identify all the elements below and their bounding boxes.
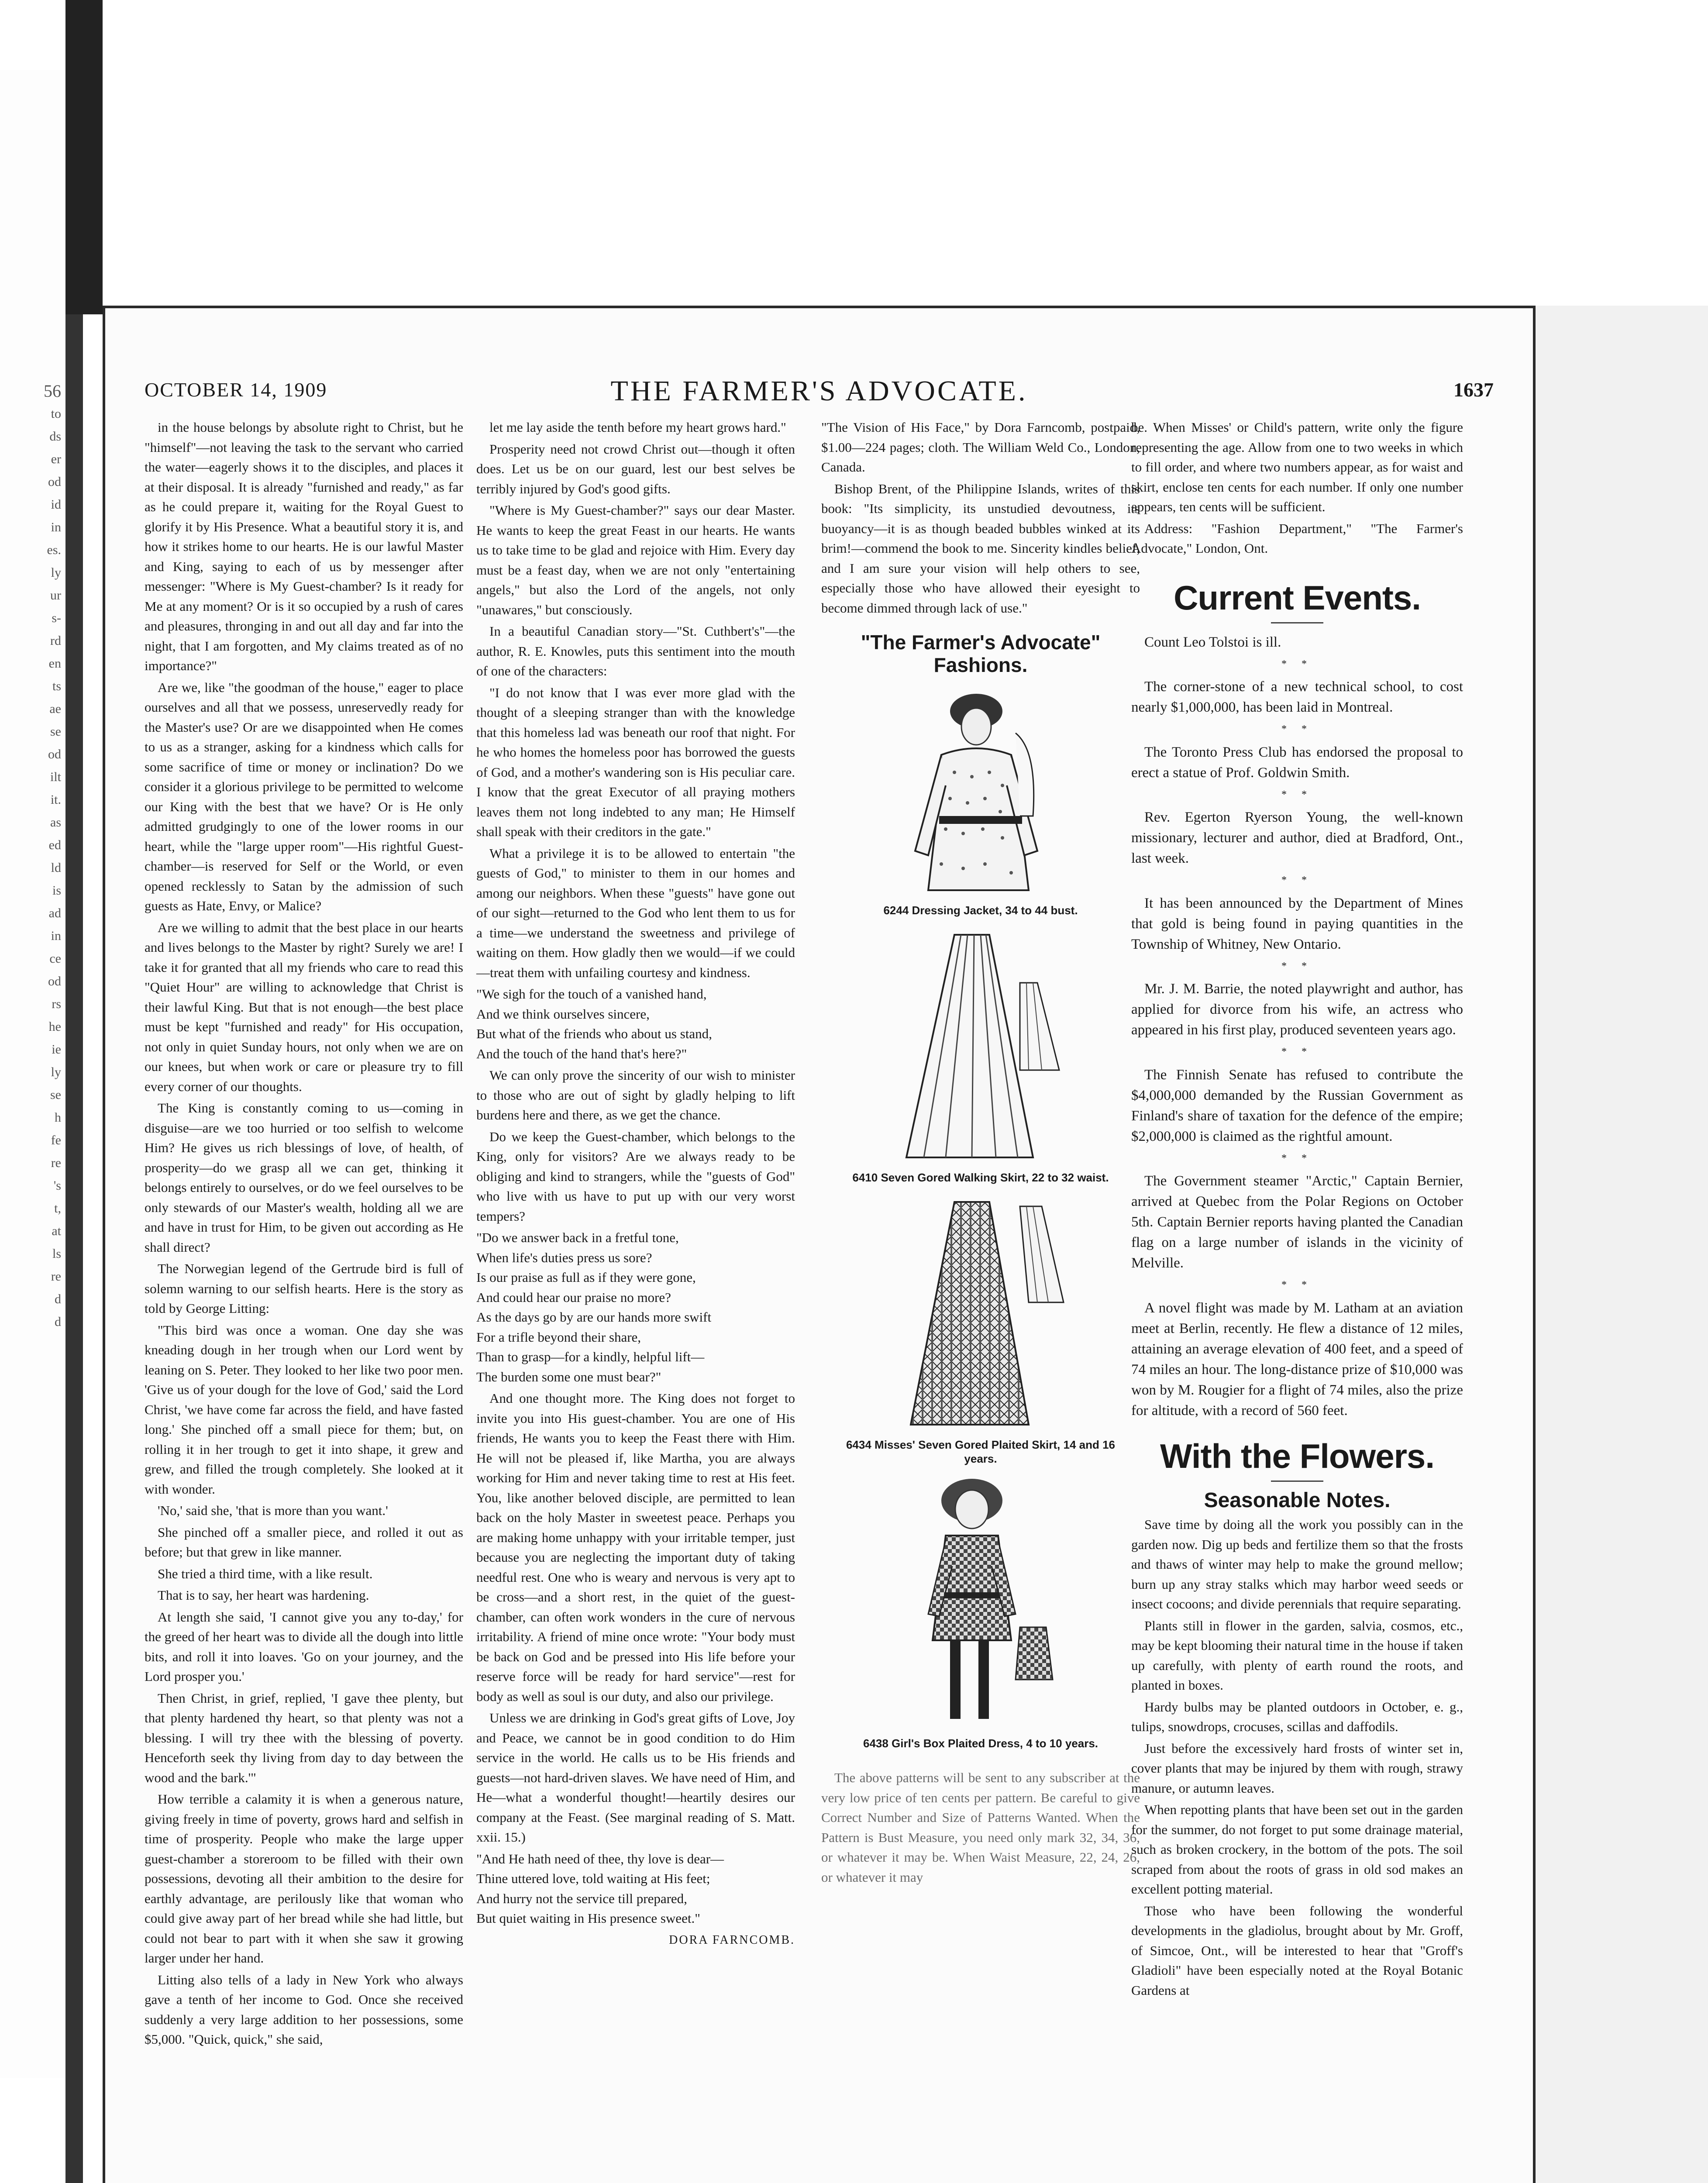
newspaper-page bbox=[103, 306, 1536, 2183]
news-item: Rev. Egerton Ryerson Young, the well-known missionary, lecturer and author, died at Bradford, Ont., last week. bbox=[1131, 809, 1463, 866]
star-separator: * * bbox=[1281, 1152, 1313, 1164]
garden-note: Save time by doing all the work you possibly can in the garden now. Dig up beds and fertilize them so that the frosts and thaws of winter may help to make the ground mellow; burn up any stray stalks which may harbor weed seeds or insect cocoons; and divide perennials that require separating. bbox=[1131, 1517, 1463, 1611]
previous-page-fragment: t, bbox=[54, 1201, 61, 1215]
page-edge-background bbox=[1530, 306, 1708, 2183]
seasonable-notes-heading: Seasonable Notes. bbox=[1204, 1488, 1391, 1512]
binding-shadow bbox=[65, 0, 103, 314]
previous-page-number: 56 bbox=[44, 381, 61, 401]
previous-page-fragment: se bbox=[50, 1088, 61, 1102]
article-paragraph: Are we, like "the goodman of the house," eager to place ourselves and all that we possess, unreservedly ready for the Master's use? Or are we disappointed when He comes to us as a stranger, asking for a kindness which calls for some sacrifice of time or money or inclination? Do we consider it a glorious privilege to be permitted to welcome our King with the best that we have? Or is He only admitted grudgingly to one of the lower rooms in our heart, while the "large upper room"—His rightful Guest-chamber—is reserved for Self or the World, or even opened recklessly to Satan by the admission of such guests as Hate, Envy, or Malice? bbox=[145, 679, 463, 913]
previous-page-fragment: at bbox=[52, 1224, 61, 1238]
article-paragraph: She pinched off a smaller piece, and rolled it out as before; but that grew in like manner. bbox=[145, 1524, 463, 1560]
previous-page-fragments bbox=[0, 403, 65, 1333]
previous-page-fragment: is bbox=[52, 883, 61, 898]
garden-note: Hardy bulbs may be planted outdoors in October, e. g., tulips, snowdrops, crocuses, scillas and daffodils. bbox=[1131, 1699, 1463, 1734]
previous-page-fragment: od bbox=[48, 747, 61, 761]
heading-rule bbox=[1271, 1481, 1323, 1482]
previous-page-fragment: as bbox=[50, 815, 61, 830]
column-news bbox=[1131, 417, 1463, 2002]
article-paragraph: 'No,' said she, 'that is more than you want.' bbox=[158, 1503, 388, 1518]
masthead-title: THE FARMER'S ADVOCATE. bbox=[610, 375, 1028, 407]
fashions-heading: "The Farmer's Advocate" Fashions. bbox=[861, 631, 1101, 676]
previous-page-fragment: ls bbox=[52, 1246, 61, 1261]
bishop-quote: Bishop Brent, of the Philippine Islands, writes of this book: "Its simplicity, its unstudied devoutness, its buoyancy—it is as though beaded bubbles winked at its brim!—commend the book to me. Sincerity kindles belief, and I am sure your vision will help others to see, especially those who have allowed their eyesight to become dimmed through lack of use." bbox=[821, 481, 1140, 616]
article-paragraph: What a privilege it is to be allowed to entertain "the guests of God," to minister to them in our homes and among our neighbors. When these "guests" have gone out of our sight—returned to the God who lent them to us for a time—we understand the sweetness and privilege of waiting on them. How gladly then we would—if we could—treat them with unfailing courtesy and kindness. bbox=[476, 845, 795, 980]
article-paragraph: Unless we are drinking in God's great gifts of Love, Joy and Peace, we cannot be in good condition to do Him service in the world. He calls us to be His friends and guests—not hard-driven slaves. We have need of Him, and He—what a wonderful thought!—heartily desires our company at the Feast. (See marginal reading of S. Matt. xxii. 15.) bbox=[476, 1710, 795, 1845]
previous-page-fragment: h bbox=[55, 1110, 61, 1125]
current-events-list bbox=[1131, 632, 1463, 1421]
previous-page-fragment: es. bbox=[47, 543, 61, 557]
star-separator: * * bbox=[1281, 1279, 1313, 1291]
garden-note: When repotting plants that have been set out in the garden for the summer, do not forget to put some drainage material, such as broken crockery, in the bottom of the pots. The soil scraped from about the roots of grass in old sod makes an excellent potting material. bbox=[1131, 1802, 1463, 1897]
article-paragraph: Are we willing to admit that the best place in our hearts and lives belongs to the Master by right? Surely we are! I take it for granted that all my friends who care to read this "Quiet Hour" are willing to acknowledge that Christ is their lawful King. But that is not enough—the best place must be kept "furnished and ready" for His occupation, not only in quiet Sunday hours, not only when we are on our knees, but when work or care or pleasure try to fill every corner of our thoughts. bbox=[145, 919, 463, 1094]
previous-page-fragment: ed bbox=[48, 838, 61, 852]
article-paragraph: let me lay aside the tenth before my heart grows hard." bbox=[489, 420, 786, 435]
walking-skirt-illustration bbox=[889, 926, 1072, 1171]
page-header bbox=[145, 375, 1494, 413]
news-item: Mr. J. M. Barrie, the noted playwright and author, has applied for divorce from his wife, an actress who appeared in his first play, produced seventeen years ago. bbox=[1131, 981, 1463, 1038]
news-item: The corner-stone of a new technical school, to cost nearly $1,000,000, has been laid in Montreal. bbox=[1131, 679, 1463, 715]
column-fashions bbox=[821, 417, 1140, 1889]
article-paragraph: Do we keep the Guest-chamber, which belongs to the King, only for visitors? Are we always ready to be obliging and kind to strangers, while the "guests of God" who live with us have to put up with our very worst tempers? bbox=[476, 1129, 795, 1224]
star-separator: * * bbox=[1281, 658, 1313, 670]
misses-skirt-illustration bbox=[889, 1193, 1072, 1438]
girls-dress-illustration bbox=[889, 1474, 1072, 1736]
article-paragraph: "Do we answer back in a fretful tone, When life's duties press us sore? Is our praise as full as if they were gone, And could hear our praise no more? As the days go by are our hands more swift For a trifle beyond their share, Than to grasp—for a kindly, helpful lift— The burden some one must bear?" bbox=[476, 1230, 712, 1384]
article-paragraph: Litting also tells of a lady in New York who always gave a tenth of her income to God. Once she received suddenly a very large addition to her possessions, some $5,000. "Quick, quick," she said, bbox=[145, 1972, 463, 2047]
pattern-instructions: be. When Misses' or Child's pattern, write only the figure representing the age. Allow from one to two weeks in which to fill order, and where two numbers appear, as for waist and skirt, enclose ten cents for each number. If only one number appears, ten cents will be sufficient. bbox=[1131, 420, 1463, 514]
previous-page-fragment: ly bbox=[51, 1065, 61, 1079]
previous-page-fragment: 's bbox=[53, 1178, 61, 1193]
article-paragraph: "I do not know that I was ever more glad with the thought of a sleeping stranger than with the knowledge that this homeless lad was beneath our roof that night. For he who homes the homeless poor has borrowed the guests of God, and a mother's wandering son is His peculiar care. I know that the great Executor of all praying mothers leaves them not long indebted to any man; He Himself shall speak with their creditors in the gate." bbox=[476, 685, 795, 839]
fashion-caption: 6410 Seven Gored Walking Skirt, 22 to 32 waist. bbox=[852, 1171, 1109, 1184]
column-quiet-hour-2 bbox=[476, 417, 795, 1952]
page-number: 1637 bbox=[1453, 379, 1494, 401]
previous-page-fragment: ds bbox=[49, 429, 61, 444]
book-notice: "The Vision of His Face," by Dora Farncomb, postpaid, $1.00—224 pages; cloth. The William Weld Co., London, Canada. bbox=[821, 420, 1140, 475]
news-item: A novel flight was made by M. Latham at an aviation meet at Berlin, recently. He flew a distance of 12 miles, attaining an average elevation of 400 feet, and a speed of 74 miles an hour. The long-distance prize of $10,000 was won by M. Rougier for a flight of 74 miles, also the prize for altitude, with a record of 560 feet. bbox=[1131, 1300, 1463, 1419]
star-separator: * * bbox=[1281, 960, 1313, 972]
previous-page-fragment: in bbox=[51, 929, 61, 943]
previous-page-fragment: od bbox=[48, 475, 61, 489]
garden-note: Those who have been following the wonderful developments in the gladiolus, brought about by Mr. Groff, of Simcoe, Ont., will be interested to hear that "Groff's Gladioli" have been especially noted at the Royal Botanic Gardens at bbox=[1131, 1903, 1463, 1998]
binding-gutter bbox=[65, 314, 83, 2183]
article-paragraph: "Where is My Guest-chamber?" says our dear Master. He wants to keep the great Feast in our hearts. He wants us to take time to be glad and rejoice with Him. Every day must be a feast day, when we are not only "entertaining angels," but also the Lord of the angels, not only "unawares," but consciously. bbox=[476, 503, 795, 617]
previous-page-fragment: ce bbox=[49, 951, 61, 966]
article-paragraph: "This bird was once a woman. One day she was kneading dough in her trough when our Lord went by leaning on S. Peter. They looked to her like two poor men. 'Give us of your dough for the love of God,' said the Lord Christ, 'we have come far across the field, and have fasted long.' She pinched off a small piece for them; but, on rolling it in her trough to get it into shape, it grew and grew, and filled the trough completely. She looked at it with wonder. bbox=[145, 1322, 463, 1497]
fashion-figure-girls-dress bbox=[841, 1474, 1120, 1750]
previous-page-fragment: d bbox=[55, 1315, 61, 1329]
previous-page-fragment: he bbox=[48, 1019, 61, 1034]
garden-note: Just before the excessively hard frosts of winter set in, cover plants that may be injured by them with rough, strawy manure, or autumn leaves. bbox=[1131, 1740, 1463, 1796]
star-separator: * * bbox=[1281, 723, 1313, 735]
article-paragraph: "And He hath need of thee, thy love is dear— Thine uttered love, told waiting at His feet; And hurry not the service till prepared, But quiet waiting in His presence sweet." bbox=[476, 1851, 724, 1926]
article-paragraph: In a beautiful Canadian story—"St. Cuthbert's"—the author, R. E. Knowles, puts this sentiment into the mouth of one of the characters: bbox=[476, 623, 795, 678]
news-item: Count Leo Tolstoi is ill. bbox=[1144, 634, 1281, 650]
fashion-figure-misses-skirt bbox=[841, 1193, 1120, 1466]
previous-page-fragment: en bbox=[48, 656, 61, 671]
previous-page-fragment: it. bbox=[50, 792, 61, 807]
previous-page-fragment: ilt bbox=[50, 770, 61, 784]
news-item: It has been announced by the Department of Mines that gold is being found in paying quantities in the Township of Whitney, New Ontario. bbox=[1131, 895, 1463, 952]
previous-page-fragment: re bbox=[51, 1156, 61, 1170]
heading-rule bbox=[1271, 622, 1323, 623]
news-item: The Government steamer "Arctic," Captain Bernier, arrived at Quebec from the Polar Regions on October 5th. Captain Bernier reports having planted the Canadian flag on a large number of islands in the vicinity of Melville. bbox=[1131, 1173, 1463, 1271]
fashion-caption: 6244 Dressing Jacket, 34 to 44 bust. bbox=[883, 904, 1078, 917]
article-paragraph: in the house belongs by absolute right to Christ, but he "himself"—not leaving the task to the servant who carried the water—eagerly shows it to the disciples, and places it at their disposal. It is already "furnished and ready," as far as he could prepare it, waiting for the Royal Guest to glorify it by His Presence. What a beautiful story it is, and how it strikes home to our hearts. He is our lawful Master and King, saying to each of us by messenger after messenger: "Where is My Guest-chamber? Is it ready for Me at any moment? Or is it so occupied by a rush of cares and pleasures, thronging in and out all day and far into the night, that I am forgotten, and My claims treated as of no importance?" bbox=[145, 420, 463, 673]
previous-page-margin bbox=[0, 70, 65, 2078]
previous-page-fragment: rs bbox=[52, 997, 61, 1011]
previous-page-fragment: in bbox=[51, 520, 61, 534]
previous-page-fragment: to bbox=[51, 406, 61, 421]
issue-date: OCTOBER 14, 1909 bbox=[145, 379, 327, 401]
column-quiet-hour-1 bbox=[145, 417, 463, 2051]
dressing-jacket-illustration bbox=[889, 685, 1072, 903]
previous-page-fragment: er bbox=[51, 452, 61, 466]
article-paragraph: At length she said, 'I cannot give you any to-day,' for the greed of her heart was to divide all the dough into little bits, and roll it into loaves. 'Go on your journey, and the Lord prosper you.' bbox=[145, 1609, 463, 1684]
previous-page-fragment: ae bbox=[49, 702, 61, 716]
previous-page-fragment: se bbox=[50, 724, 61, 739]
fashion-caption: 6434 Misses' Seven Gored Plaited Skirt, 14 and 16 years. bbox=[846, 1438, 1116, 1465]
news-item: The Toronto Press Club has endorsed the proposal to erect a statue of Prof. Goldwin Smith. bbox=[1131, 744, 1463, 781]
previous-page-fragment: s- bbox=[52, 611, 61, 625]
star-separator: * * bbox=[1281, 1046, 1313, 1057]
previous-page-fragment: ur bbox=[50, 588, 61, 603]
fashion-figure-dressing-jacket bbox=[841, 685, 1120, 917]
article-paragraph: The Norwegian legend of the Gertrude bird is full of solemn warning to our selfish hearts. Here is the story as told by George Litting: bbox=[145, 1261, 463, 1316]
article-paragraph: And one thought more. The King does not forget to invite you into His guest-chamber. You are one of His friends, He wants you to keep the Feast there with Him. He will not be pleased if, like Martha, you are always working for Him and never taking time to rest at His feet. You, like another beloved disciple, are permitted to lean back on the holy Master in sweetest peace. Perhaps you are making home unhappy with your irritable temper, just because you are neglecting the important duty of taking needful rest. One who is weary and nervous is very apt to be cross—and a short rest, in the quiet of the guest-chamber, can often work wonders in the cure of nervous irritability. A friend of mine once wrote: "Your body must be back on God and be pressed into His life before your reserve force will be ready for hard service"—rest for body as well as soul is our duty, and also our privilege. bbox=[476, 1391, 795, 1704]
previous-page-fragment: ts bbox=[52, 679, 61, 693]
previous-page-fragment: id bbox=[51, 497, 61, 512]
previous-page-fragment: ld bbox=[51, 861, 61, 875]
article-paragraph: Prosperity need not crowd Christ out—though it often does. Let us be on our guard, lest our best selves be terribly injured by God's good gifts. bbox=[476, 441, 795, 496]
star-separator: * * bbox=[1281, 875, 1313, 886]
previous-page-fragment: fe bbox=[51, 1133, 61, 1147]
pattern-ordering-notice: The above patterns will be sent to any subscriber at the very low price of ten cents per pattern. Be careful to give Correct Number and Size of Patterns Wanted. When the Pattern is Bust Measure, you need only mark 32, 34, 36, or whatever it may be. When Waist Measure, 22, 24, 26, or whatever it may bbox=[821, 1770, 1140, 1885]
previous-page-fragment: od bbox=[48, 974, 61, 988]
previous-page-fragment: ly bbox=[51, 565, 61, 580]
fashion-address: Address: "Fashion Department," "The Farmer's Advocate," London, Ont. bbox=[1131, 520, 1463, 556]
article-paragraph: She tried a third time, with a like result. bbox=[158, 1566, 373, 1581]
author-signature: DORA FARNCOMB. bbox=[669, 1933, 795, 1947]
fashion-figure-walking-skirt bbox=[841, 926, 1120, 1184]
previous-page-fragment: rd bbox=[50, 634, 61, 648]
current-events-heading: Current Events. bbox=[1174, 578, 1421, 617]
article-paragraph: "We sigh for the touch of a vanished hand, And we think ourselves sincere, But what of the friends who about us stand, And the touch of the hand that's here?" bbox=[476, 986, 712, 1061]
news-item: The Finnish Senate has refused to contribute the $4,000,000 demanded by the Russian Government as Finland's share of taxation for the defence of the empire; $2,000,000 is claimed as the rightful amount. bbox=[1131, 1067, 1463, 1144]
fashion-caption: 6438 Girl's Box Plaited Dress, 4 to 10 years. bbox=[863, 1737, 1098, 1750]
previous-page-fragment: re bbox=[51, 1269, 61, 1284]
previous-page-fragment: d bbox=[55, 1292, 61, 1306]
article-paragraph: Then Christ, in grief, replied, 'I gave thee plenty, but that plenty hardened thy heart, so that plenty was not a blessing. I will try thee with the blessing of poverty. Henceforth seek thy living from day to day between the wood and the bark.'" bbox=[145, 1690, 463, 1785]
previous-page-fragment: ie bbox=[52, 1042, 61, 1057]
star-separator: * * bbox=[1281, 788, 1313, 800]
article-paragraph: The King is constantly coming to us—coming in disguise—are we too hurried or too selfish to welcome Him? He gives us rich blessings of love, of health, of prosperity—do we grasp all we can get, thinking it belongs entirely to ourselves, or do we feel ourselves to be only stewards of our Master's wealth, holding all we are and have in trust for Him, to be given out according as He shall direct? bbox=[145, 1100, 463, 1255]
garden-note: Plants still in flower in the garden, salvia, cosmos, etc., may be kept blooming their natural time in the house if taken up carefully, with plenty of earth round the roots, and planted in boxes. bbox=[1131, 1618, 1463, 1693]
article-paragraph: We can only prove the sincerity of our wish to minister to those who are out of sight by gladly helping to lift burdens here and there, as we get the chance. bbox=[476, 1067, 795, 1122]
article-paragraph: That is to say, her heart was hardening. bbox=[158, 1587, 369, 1603]
article-paragraph: How terrible a calamity it is when a generous nature, giving freely in time of poverty, grows hard and selfish in time of prosperity. People who make the large upper guest-chamber a storeroom to be filled with their own possessions, devoting all their ambition to the desire for earthly advantage, are perilously like that woman who could give away part of her bread while she had little, but could not bear to part with it when she saw it growing larger under her hand. bbox=[145, 1791, 463, 1966]
flowers-heading: With the Flowers. bbox=[1160, 1436, 1434, 1475]
previous-page-fragment: ad bbox=[48, 906, 61, 920]
